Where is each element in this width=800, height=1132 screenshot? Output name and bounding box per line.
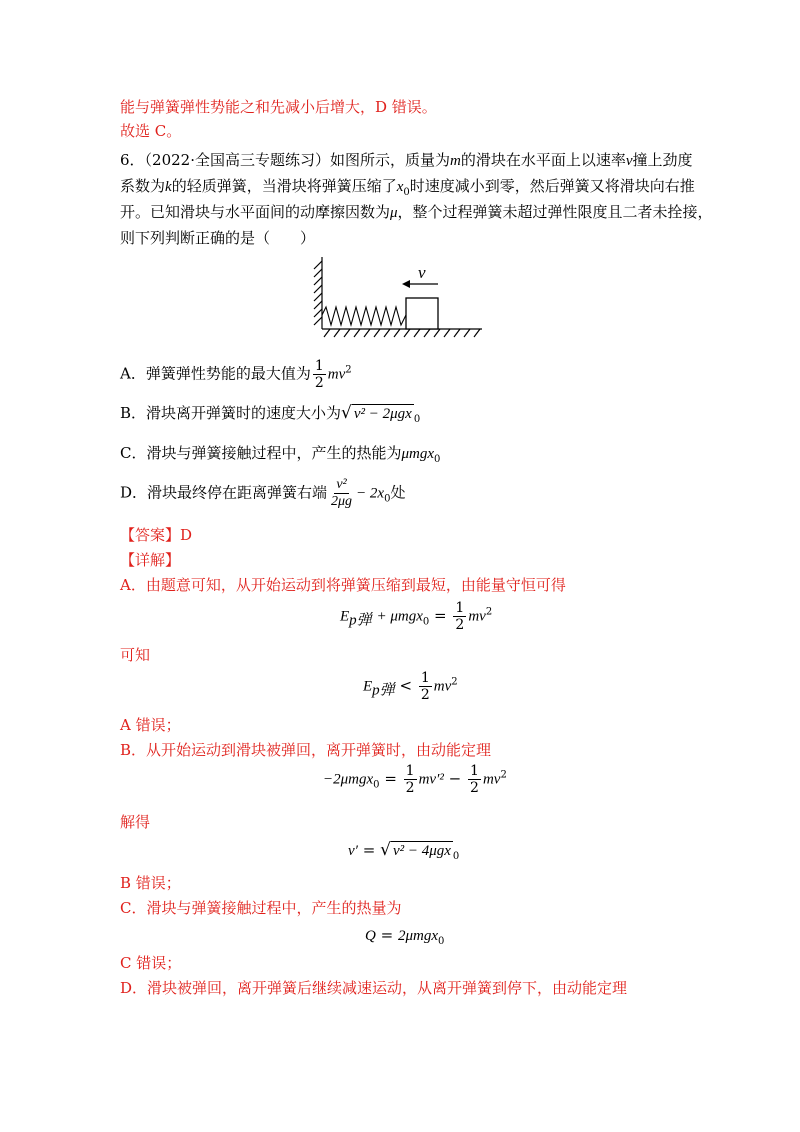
explain-ke: 可知 <box>120 646 151 664</box>
slider-block <box>406 298 438 329</box>
equation-vprime: v′ = √ v² − 4μgx $_0$ <box>348 840 460 862</box>
equation-ep-less: $E_{p弹}$ < $\frac{1}{2}$ $mv^2$ <box>363 670 458 703</box>
option-b[interactable]: B．滑块离开弹簧时的速度大小为√ v² − 2μgx $_0$ <box>120 403 421 425</box>
explain-a-wrong: A 错误； <box>120 716 181 734</box>
equation-work-energy: −2μmgx$_0$ = $\frac{1}{2}$ mv′² − $\frac{1}{2}$ $mv^2$ <box>323 763 507 796</box>
question-source: （2022·全国高三专题练习） <box>144 151 330 169</box>
spring <box>322 307 406 325</box>
explain-a-intro: A．由题意可知，从开始运动到将弹簧压缩到最短，由能量守恒可得 <box>120 576 566 594</box>
floor <box>322 329 482 337</box>
option-a[interactable]: A．弹簧弹性势能的最大值为 $\frac{1}{2}$ $mv^2$ <box>120 358 352 391</box>
answer-label: 【答案】D <box>120 526 193 544</box>
explain-b-wrong: B 错误； <box>120 874 181 892</box>
option-c[interactable]: C．滑块与弹簧接触过程中，产生的热能为μmgx$_0$ <box>120 444 441 465</box>
explain-c-wrong: C 错误； <box>120 954 182 972</box>
fraction-v2-over-2mug: $\frac{\text{v²}}{2\mu g}$ <box>331 477 353 509</box>
question-line-3: 开。已知滑块与水平面间的动摩擦因数为μ，整个过程弹簧未超过弹性限度且二者未拴接， <box>120 203 713 221</box>
explain-b-solve: 解得 <box>120 813 151 831</box>
velocity-arrowhead <box>402 280 410 288</box>
question-line-4: 则下列判断正确的是（ ） <box>120 229 316 247</box>
velocity-label: v <box>418 263 426 282</box>
question-number: 6． <box>120 151 145 169</box>
explain-d-intro: D．滑块被弹回，离开弹簧后继续减速运动，从离开弹簧到停下，由动能定理 <box>120 979 628 997</box>
explain-label: 【详解】 <box>120 551 181 569</box>
equation-heat: Q = 2μmgx$_0$ <box>365 926 445 947</box>
spring-block-figure <box>310 255 490 340</box>
question-line-2: 系数为k的轻质弹簧，当滑块将弹簧压缩了$x_0$时速度减小到零，然后弹簧又将滑块向右推 <box>120 177 695 198</box>
prev-answer-line: 故选 C。 <box>120 122 182 140</box>
fraction-half: $\frac{1}{2}$ <box>314 358 324 391</box>
wall <box>314 257 322 329</box>
prev-solution-line: 能与弹簧弹性势能之和先减小后增大，D 错误。 <box>120 98 437 116</box>
question-line-1: 6．（2022·全国高三专题练习）如图所示，质量为m的滑块在水平面上以速率v撞上劲度 <box>120 151 693 169</box>
equation-energy-conservation: $E_{p弹} + \mu mgx_0$ = $\frac{1}{2}$ $mv^2$ <box>340 600 493 633</box>
option-d[interactable]: D．滑块最终停在距离弹簧右端 $\frac{\text{v²}}{2\mu g}$ − $2x_0$处 <box>120 477 406 509</box>
explain-b-intro: B．从开始运动到滑块被弹回，离开弹簧时，由动能定理 <box>120 741 492 759</box>
explain-c-intro: C．滑块与弹簧接触过程中，产生的热量为 <box>120 899 402 917</box>
